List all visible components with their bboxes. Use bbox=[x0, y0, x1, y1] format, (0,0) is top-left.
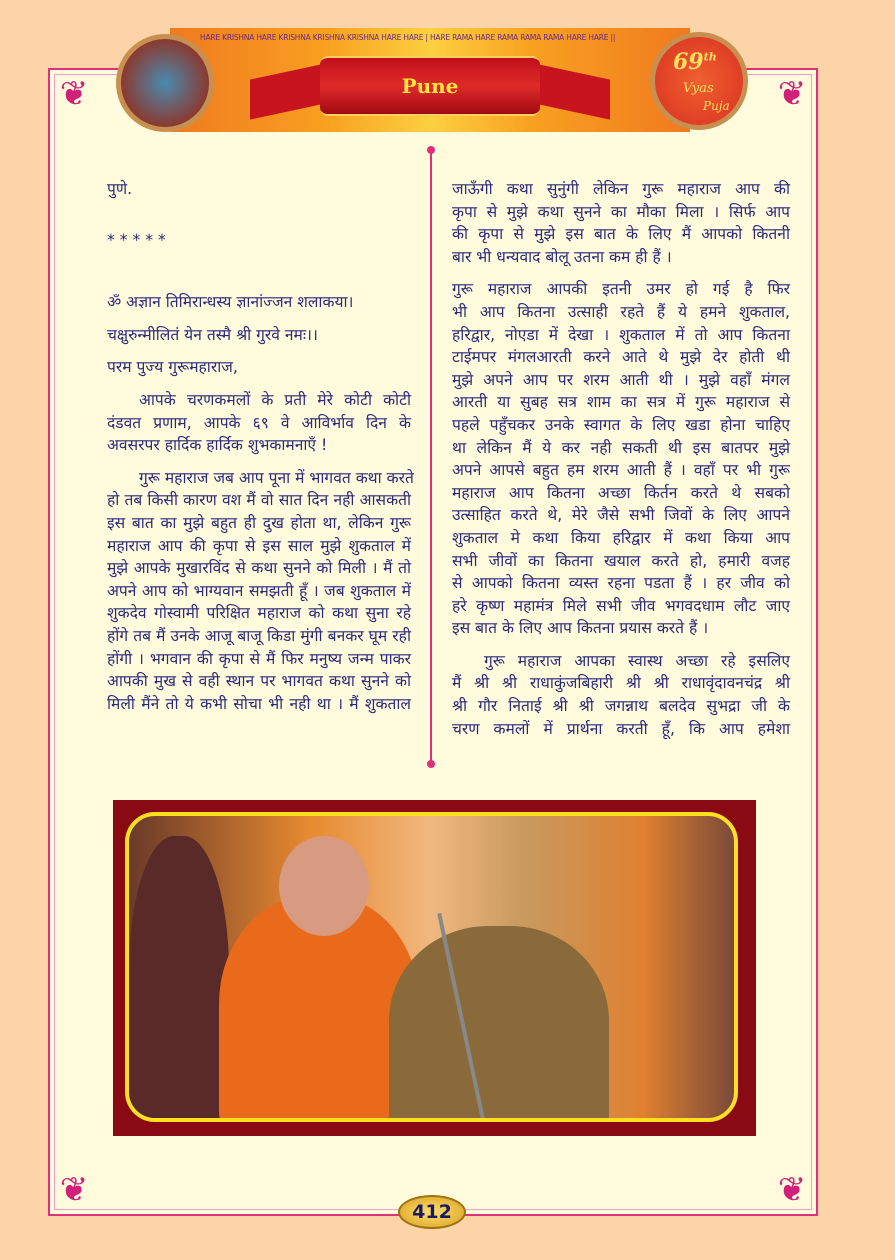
text-line: पहले पहुँचकर उनके स्वागत के लिए खडा होना चाहिए bbox=[452, 415, 790, 434]
photo-frame bbox=[125, 812, 738, 1122]
text-line: ॐ अज्ञान तिमिरान्धस्य ज्ञानांज्जन शलाकया। bbox=[107, 293, 354, 312]
text-line: जाऊँगी कथा सुनुंगी लेकिन गुरू महाराज आप की bbox=[452, 180, 790, 198]
vyas-puja-badge bbox=[650, 32, 748, 130]
left-text-column bbox=[107, 178, 414, 715]
event-photo bbox=[113, 800, 756, 1136]
text-line: गुरू महाराज जब आप पूना में भागवत कथा करते bbox=[139, 468, 414, 487]
text-line: आरती या सुबह सत्र शाम का सत्र में गुरू महाराज से bbox=[452, 393, 790, 412]
paragraph bbox=[452, 278, 790, 640]
paragraph bbox=[107, 178, 411, 201]
badge-line2: Puja bbox=[703, 99, 730, 113]
photo-person bbox=[389, 926, 609, 1122]
text-line: परम पुज्य गुरूमहाराज, bbox=[107, 358, 238, 377]
text-line: कृपा से मुझे कथा सुनने का मौका मिला । सिर्फ आप bbox=[452, 202, 790, 221]
text-line: श्री गौर निताई श्री श्री जगन्नाथ बलदेव सुभद्रा जी के bbox=[452, 697, 790, 716]
text-line: गुरू महाराज आपका स्वास्थ अच्छा रहे इसलिए bbox=[484, 651, 790, 670]
text-line: से आपको कितना व्यस्त रहना पडता हैं । हर जीव को bbox=[452, 574, 790, 593]
paragraph bbox=[452, 178, 790, 268]
text-line: की कृपा से मुझे इस बात के लिए मैं आपको कितनी bbox=[452, 225, 790, 244]
page-title: Pune bbox=[401, 74, 459, 98]
page-number: 412 bbox=[398, 1195, 466, 1229]
text-line: मैं श्री श्री राधाकुंजबिहारी श्री श्री राधावृंदावनचंद्र श्री bbox=[452, 674, 790, 693]
corner-ornament-icon: ❦ bbox=[777, 74, 807, 114]
corner-ornament-icon: ❦ bbox=[59, 74, 89, 114]
text-line: अवसरपर हार्दिक हार्दिक शुभकामनाएँ ! bbox=[107, 436, 328, 455]
badge-number: 69 bbox=[673, 49, 704, 75]
text-line: हरिद्वार, नोएडा में देखा । शुकताल में तो आप कितना bbox=[452, 325, 790, 344]
text-line: था लेकिन मैं ये कर नही सकती थी इस बातपर मुझे bbox=[452, 438, 790, 457]
text-line: आपकी मुख से वही स्थान पर भागवत कथा सुनने को bbox=[107, 672, 411, 691]
text-line: होंगी । भगवान की कृपा से मैं फिर मनुष्य जन्म पाकर bbox=[107, 649, 411, 668]
paragraph bbox=[107, 291, 411, 314]
paragraph bbox=[107, 467, 414, 716]
title-ribbon bbox=[320, 56, 540, 116]
text-line: शुकदेव गोस्वामी परिक्षित महाराज को कथा सुना रहे bbox=[107, 604, 411, 623]
corner-ornament-icon: ❦ bbox=[59, 1170, 89, 1210]
paragraph bbox=[107, 356, 411, 379]
text-line: महाराज आप कितना अच्छा किर्तन करते थे सबको bbox=[452, 483, 790, 502]
badge-suffix: th bbox=[703, 50, 717, 64]
text-line: मिली मैंने तो ये कभी सोचा भी नही था । मैं शुकताल bbox=[107, 694, 411, 713]
text-line: चरण कमलों में प्रार्थना करती हूँ, कि आप हमेशा bbox=[452, 719, 790, 738]
text-line: * * * * * bbox=[107, 230, 166, 249]
text-line: इस बात के लिए आप कितना प्रयास करते हैं । bbox=[452, 619, 709, 638]
photo-person bbox=[129, 836, 229, 1122]
text-line: शुकताल मे कथा किया हरिद्वार में कथा किया आप bbox=[452, 528, 790, 547]
text-line: भी आप कितना उत्साही रहते हैं ये हमने शुकताल, bbox=[452, 302, 790, 321]
text-line: पुणे. bbox=[107, 180, 133, 198]
deity-medallion-image bbox=[116, 34, 214, 132]
paragraph bbox=[107, 389, 411, 457]
text-line: उत्साहित करते थे, मेरे जैसे सभी जिवों के लिए आपने bbox=[452, 506, 790, 525]
text-line: महाराज आप की कृपा से इस साल मुझे शुकताल में bbox=[107, 536, 411, 555]
mantra-text: HARE KRISHNA HARE KRISHNA KRISHNA KRISHNA HARE HARE | HARE RAMA HARE RAMA RAMA RAMA HARE HARE || bbox=[200, 33, 616, 42]
text-line: हो तब किसी कारण वश मैं वो सात दिन नही आसकती bbox=[107, 491, 411, 510]
text-line: मुझे अपने आप पर शरम आती थी । मुझे वहाँ मंगल bbox=[452, 370, 790, 389]
text-line: आपके चरणकमलों के प्रती मेरे कोटी कोटी bbox=[139, 390, 411, 409]
header-banner bbox=[170, 28, 690, 132]
text-line: मुझे आपके मुखारविंद से कथा सुनने को मिली । मैं तो bbox=[107, 559, 411, 578]
text-line: होंगे तब मैं उनके आजू बाजू किडा मुंगी बनकर घूम रही bbox=[107, 626, 411, 645]
photo-speaker-head bbox=[279, 836, 369, 936]
text-line: टाईमपर मंगलआरती करने आते थे मुझे देर होती थी bbox=[452, 348, 790, 367]
badge-line1: Vyas bbox=[683, 81, 714, 96]
text-line: दंडवत प्रणाम, आपके ६९ वे आविर्भाव दिन के bbox=[107, 413, 411, 432]
text-line: बार भी धन्यवाद बोलू उतना कम ही हैं । bbox=[452, 247, 672, 266]
text-line: हरे कृष्ण महामंत्र मिले सभी जीव भगवदधाम लौट जाए bbox=[452, 596, 790, 615]
text-line: सभी जीवों का कितना खयाल करते हो, हमारी वजह bbox=[452, 551, 790, 570]
text-line: चक्षुरुन्मीलितं येन तस्मै श्री गुरवे नमः।। bbox=[107, 325, 318, 344]
paragraph bbox=[107, 229, 411, 252]
paragraph bbox=[452, 650, 790, 740]
paragraph bbox=[107, 324, 411, 347]
text-line: अपने आपसे बहुत हम शरम आती हैं । वहाँ पर भी गुरू bbox=[452, 461, 790, 480]
corner-ornament-icon: ❦ bbox=[777, 1170, 807, 1210]
column-divider bbox=[430, 150, 432, 764]
right-text-column bbox=[452, 178, 790, 740]
text-line: इस बात का मुझे बहुत ही दुख होता था, लेकिन गुरू bbox=[107, 513, 411, 532]
text-line: अपने आप को भाग्यवान समझती हूँ । जब शुकताल में bbox=[107, 581, 411, 600]
text-line: गुरू महाराज आपकी इतनी उमर हो गई है फिर bbox=[452, 280, 790, 299]
